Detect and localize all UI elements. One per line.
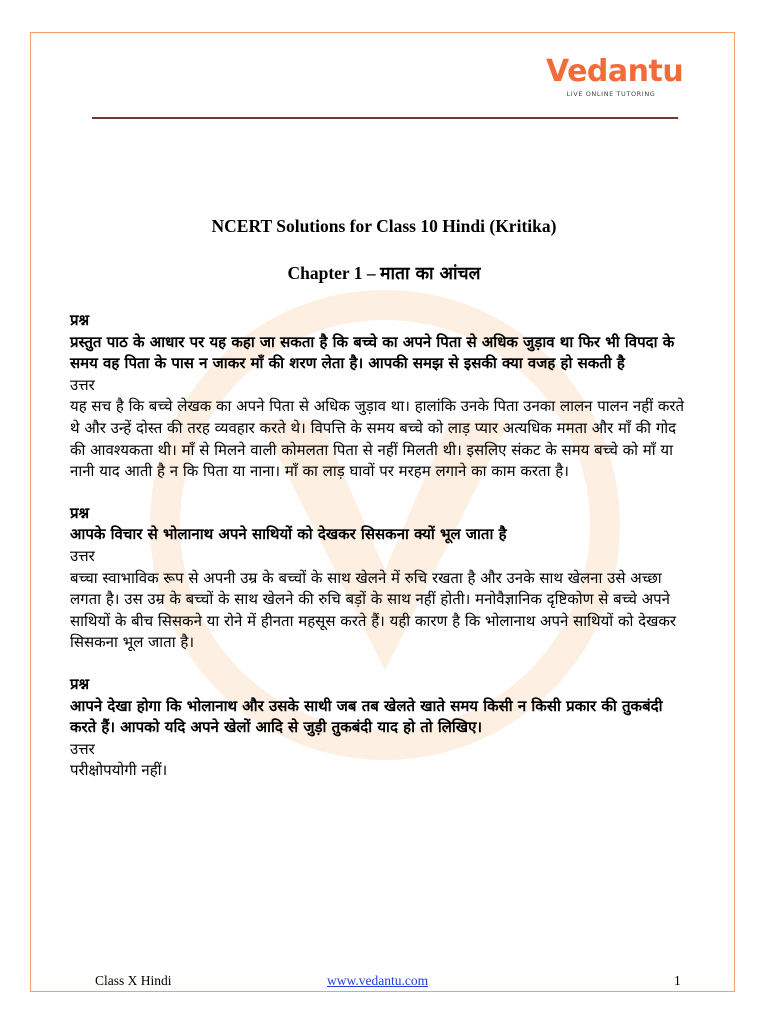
chapter-prefix: Chapter 1 –	[287, 263, 380, 283]
answer-text: परीक्षोपयोगी नहीं।	[70, 761, 168, 780]
logo-tagline: LIVE ONLINE TUTORING	[566, 90, 656, 98]
document-title: NCERT Solutions for Class 10 Hindi (Kritika)	[211, 216, 557, 236]
footer-class-label: Class X Hindi	[95, 973, 172, 988]
answer-label: उत्तर	[70, 375, 95, 394]
question-label: प्रश्न	[70, 503, 90, 522]
question-label: प्रश्न	[70, 674, 90, 693]
header-divider	[92, 117, 678, 119]
answer-text: यह सच है कि बच्चे लेखक का अपने पिता से अधिक जुड़ाव था। हालांकि उनके पिता उनका लालन पालन नहीं करते थे और उन्हें दोस्त की तरह व्यवहार करते थे। विपत्ति के समय बच्चे को लाड़ प्यार अत्यधिक ममता और माँ की गोद की आवश्यकता थी। माँ से मिलने वाली कोमलता पिता से नहीं मिलती थी। इसलिए संकट के समय बच्चे को माँ या नानी याद आती है न कि पिता या नाना। माँ का लाड़ घावों पर मरहम लगाने का काम करता है।	[70, 397, 685, 481]
page-number: 1	[674, 973, 681, 988]
question-text: प्रस्तुत पाठ के आधार पर यह कहा जा सकता है कि बच्चे का अपने पिता से अधिक जुड़ाव था फिर भी विपदा के समय वह पिता के पास न जाकर माँ की शरण लेता है। आपकी समझ से इसकी क्या वजह हो सकती है	[70, 332, 675, 373]
chapter-name: माता का आंचल	[380, 264, 481, 284]
logo-wordmark: Vedantu	[546, 54, 684, 89]
answer-text: बच्चा स्वाभाविक रूप से अपनी उम्र के बच्चों के साथ खेलने में रुचि रखता है और उनके साथ खेलना उसे अच्छा लगता है। उस उम्र के बच्चों के साथ खेलने की रुचि बड़ों के साथ नहीं होती। मनोवैज्ञानिक दृष्टिकोण से बच्चे अपने साथियों के बीच सिसकने या रोने में हीनता महसूस करते हैं। यही कारण है कि भोलानाथ अपने साथियों को देखकर सिसकना भूल जाता है।	[70, 568, 677, 652]
qa-content	[70, 310, 692, 802]
qa-block-2	[70, 503, 692, 654]
question-text: आपने देखा होगा कि भोलानाथ और उसके साथी जब तब खेलते खाते समय किसी न किसी प्रकार की तुकबंदी करते हैं। आपको यदि अपने खेलों आदि से जुड़ी तुकबंदी याद हो तो लिखिए।	[70, 696, 663, 737]
answer-label: उत्तर	[70, 546, 95, 565]
question-label: प्रश्न	[70, 311, 90, 329]
answer-label: उत्तर	[70, 739, 95, 758]
footer-website-link[interactable]: www.vedantu.com	[327, 973, 429, 988]
vedantu-logo	[546, 54, 684, 98]
chapter-heading	[0, 261, 768, 285]
question-text: आपके विचार से भोलानाथ अपने साथियों को देखकर सिसकना क्यों भूल जाता है	[70, 525, 507, 544]
qa-block-1	[70, 310, 692, 483]
qa-block-3	[70, 674, 692, 782]
